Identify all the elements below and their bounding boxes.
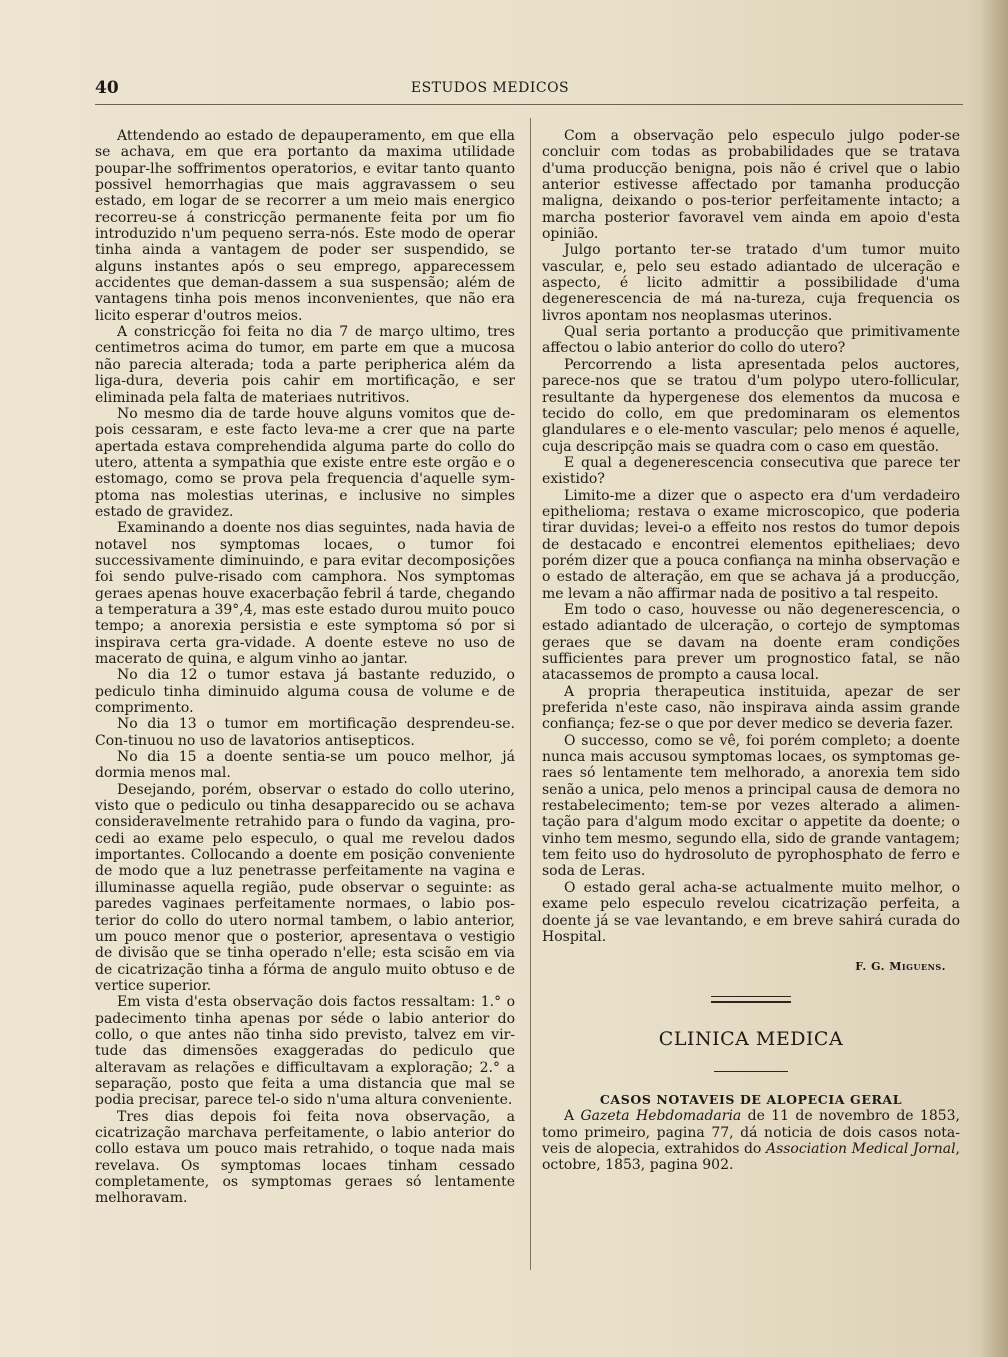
paragraph: Attendendo ao estado de depauperamento, em que ella se achava, em que era portanto da maxima utilidade poupar-lhe soffrimentos operatorios, e evitar tanto quanto possivel hemorrhagias que mais aggravassem o seu estado, em logar de se recorrer a um meio mais energico recorreu-se á constricção permanente feita por um fio introduzido n'um pequeno serra-nós. Este modo de operar tinha ainda a vantagem de poder ser suspendido, se alguns instantes após o seu emprego, apparecessem accidentes que deman-dassem a sua suspensão; além de vantagens tinha pois menos inconvenientes, que não era licito esperar d'outros meios. — [95, 128, 515, 324]
paragraph: Limito-me a dizer que o aspecto era d'um verdadeiro epithelioma; restava o exame microscopico, que poderia tirar duvidas; levei-o a effeito nos restos do tumor depois de destacado e encontrei elementos epitheliaes; devo porém dizer que a pouca confiança na minha observação e o estado de alteração, em que se achava já a producção, me levam a não affirmar nada de positivo a tal respeito. — [542, 487, 960, 602]
paragraph: No dia 15 a doente sentia-se um pouco melhor, já dormia menos mal. — [95, 749, 515, 782]
signature-surname: Miguens. — [889, 960, 946, 974]
column-divider — [530, 118, 531, 1270]
author-signature — [542, 959, 960, 975]
paragraph: No dia 13 o tumor em mortificação desprendeu-se. Con-tinuou no uso de lavatorios antisepticos. — [95, 716, 515, 749]
paragraph: No dia 12 o tumor estava já bastante reduzido, o pediculo tinha diminuido alguma cousa de volume e de comprimento. — [95, 667, 515, 717]
paragraph: Com a observação pelo especulo julgo poder-se concluir com todas as probabilidades que se tratava d'uma producção benigna, pois não é crivel que o labio anterior estivesse affectado por tamanha producção maligna, deixando o pos-terior perfeitamente intacto; a marcha posterior favoravel vem ainda em apoio d'esta opinião. — [542, 128, 960, 243]
article-intro-text: A — [564, 1108, 581, 1125]
title-rule — [714, 1071, 788, 1072]
paragraph: Tres dias depois foi feita nova observação, a cicatrização marchava perfeitamente, o labio anterior do collo estava um pouco mais retrahido, o toque nada mais revelava. Os symptomas locaes tinham cessado completamente, os symptomas geraes só lentamente melhoravam. — [95, 1108, 515, 1207]
journal-name: Gazeta Hebdomadaria — [580, 1108, 742, 1125]
article-intro-text: , octobre, 1853, pagina 902. — [542, 1140, 960, 1174]
paragraph: Qual seria portanto a producção que primitivamente affectou o labio anterior do collo do utero? — [542, 324, 960, 357]
paragraph: Examinando a doente nos dias seguintes, nada havia de notavel nos symptomas locaes, o tumor foi successivamente diminuindo, e para evitar decomposições foi sendo pulve-risado com camphora. Nos symptomas geraes apenas houve exacerbação febril á tarde, chegando a temperatura a 39°,4, mas este estado durou muito pouco tempo; a anorexia persistia e este symptoma só por si inspirava certa gra-vidade. A doente esteve no uso de macerato de quina, e algum vinho ao jantar. — [95, 520, 515, 667]
header-rule — [95, 104, 963, 105]
paragraph: Desejando, porém, observar o estado do collo uterino, visto que o pediculo ou tinha desapparecido ou se achava consideravelmente retrahido para o fundo da vagina, pro-cedi ao exame pelo especulo, o qual me revelou dados importantes. Collocando a doente em posição conveniente de modo que a luz penetrasse perfeitamente na vagina e illuminasse aquella região, pude observar o seguinte: as paredes vaginaes perfeitamente normaes, o labio pos-terior do collo do utero normal tambem, o labio anterior, um pouco menor que o posterior, apresentava o vestigio de divisão que se tinha operado n'elle; esta scisão em via de cicatrização tinha a fórma de angulo muito obtuso e de vertice superior. — [95, 781, 515, 994]
paragraph: O successo, como se vê, foi porém completo; a doente nunca mais accusou symptomas locaes, os symptomas ge-raes só lentamente tem melhorado, a anorexia tem sido senão a unica, pelo menos a principal causa de demora no restabelecimento; tem-se por vezes alterado a alimen-tação para d'algum modo excitar o appetite da doente; o vinho tem mesmo, segundo ella, sido de grande vantagem; tem feito uso do hydrosoluto de pyrophosphato de ferro e soda de Leras. — [542, 732, 960, 880]
paragraph: No mesmo dia de tarde houve alguns vomitos que de-pois cessaram, e este facto leva-me a crer que na parte apertada estava comprehendida alguma parte do collo do utero, attenta a sympathia que existe entre este orgão e o estomago, como se prova pela frequencia d'aquelle sym-ptoma nas molestias uterinas, e inclusive no simples estado de gravidez. — [95, 405, 515, 520]
paragraph: O estado geral acha-se actualmente muito melhor, o exame pelo especulo revelou cicatrização perfeita, a doente já se vae levantando, e em breve sahirá curada do Hospital. — [542, 879, 960, 945]
right-column — [542, 128, 960, 1174]
paragraph: A constricção foi feita no dia 7 de março ultimo, tres centimetros acima do tumor, em parte em que a mucosa não parecia alterada; toda a parte peripherica além da liga-dura, deveria pois cahir em mortificação, e ser eliminada pela falta de materiaes nutritivos. — [95, 324, 515, 406]
article-intro — [542, 1108, 960, 1173]
paragraph: Julgo portanto ter-se tratado d'um tumor muito vascular, e, pelo seu estado adiantado de ulceração e aspecto, é licito admittir a possibilidade d'uma degenerescencia de má na-tureza, cuja frequencia os livros apontam nos neoplasmas uterinos. — [542, 242, 960, 324]
left-column — [95, 128, 515, 1207]
running-title: ESTUDOS MEDICOS — [410, 80, 570, 96]
paragraph: Em todo o caso, houvesse ou não degenerescencia, o estado adiantado de ulceração, o cortejo de symptomas geraes que se davam na doente eram condições sufficientes para prever um prognostico fatal, se não atacassemos de prompto a causa local. — [542, 601, 960, 684]
signature-initials: F. G. — [855, 960, 885, 974]
source-journal-name: Association Medical Jornal — [765, 1140, 956, 1157]
page-header — [95, 78, 965, 104]
paragraph: A propria therapeutica instituida, apezar de ser preferida n'este caso, não inspirava ainda assim grande confiança; fez-se o que por dever medico se deveria fazer. — [542, 683, 960, 733]
article-title: CASOS NOTAVEIS DE ALOPECIA GERAL — [599, 1091, 903, 1107]
article-intro-text: de 11 de novembro de 1853, tomo primeiro, pagina 77, dá noticia de dois casos nota-veis de alopecia, extrahidos do — [542, 1108, 960, 1157]
paragraph: Percorrendo a lista apresentada pelos auctores, parece-nos que se tratou d'um polypo utero-follicular, resultante da hypergenese dos elementos da mucosa e tecido do collo, em que predominaram os elementos glandulares e o ele-mento vascular; pelo menos é aquelle, cuja descripção mais se quadra com o caso em questão. — [542, 356, 960, 455]
page-edge-shadow — [980, 0, 1008, 1357]
paragraph: Em vista d'esta observação dois factos ressaltam: 1.° o padecimento tinha apenas por séde o labio anterior do collo, o que antes não tinha sido previsto, talvez em vir-tude das dimensões exaggeradas do pediculo que alteravam as relações e difficultavam a exploração; 2.° a separação, posto que feita a uma distancia que mal se podia precisar, parece tel-o sido n'uma altura conveniente. — [95, 994, 515, 1109]
section-separator-rule — [711, 996, 791, 1003]
section-title: CLINICA MEDICA — [658, 1027, 844, 1050]
paragraph: E qual a degenerescencia consecutiva que parece ter existido? — [542, 454, 960, 488]
page-number: 40 — [95, 78, 119, 98]
